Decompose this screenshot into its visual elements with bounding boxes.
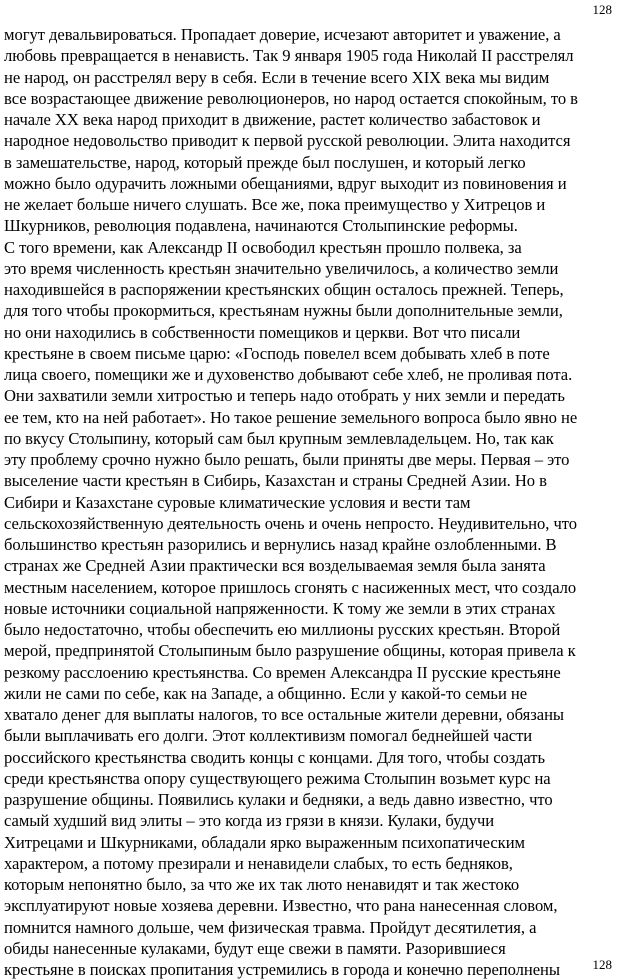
text-line: не желает больше ничего слушать. Все же, пока преимущество у Хитрецов и [4,195,546,214]
text-line: странах же Средней Азии практически вся возделываемая земля была занята [4,556,546,576]
text-line: хватало денег для выплаты налогов, то все остальные жители деревни, обязаны [4,705,564,724]
text-line: Сибири и Казахстане суровые климатические условия и вести там [4,492,471,512]
text-line: мерой, предпринятой Столыпиным было разрушение общины, которая привела к [4,641,576,661]
text-line: Хитрецами и Шкурниками, обладали ярко выраженным психопатическим [4,832,525,852]
text-line: ее тем, кто на ней работает». Но такое решение земельного вопроса было явно не [4,407,578,427]
text-line: сельскохозяйственную деятельность очень и очень непросто. Неудивительно, что [4,513,577,533]
text-line: не народ, он расстрелял веру в себя. Если в течение всего XIX века мы видим [4,67,550,87]
text-line: Они захватили земли хитростью и теперь надо отобрать у них земли и передать [4,386,565,406]
text-line: в замешательстве, народ, который прежде был послушен, и который легко [4,152,526,172]
text-line: Шкурников, революция подавлена, начинаются Столыпинские реформы. [4,216,518,236]
text-line: большинство крестьян разорились и вернулись назад крайне озлобленными. В [4,535,557,554]
text-line: разрушение общины. Появились кулаки и бедняки, а ведь давно известно, что [4,790,553,809]
text-line: жили не сами по себе, как на Западе, а общинно. Если у какой-то семьи не [4,683,528,703]
text-line: эксплуатируют новые хозяева деревни. Известно, что рана нанесенная словом, [4,896,558,916]
text-line: для того чтобы прокормиться, крестьянам нужны были дополнительные земли, [4,301,563,321]
text-line: это время численность крестьян значительно увеличилось, а количество земли [4,258,559,278]
text-line: крестьяне в поисках пропитания устремились в города и конечно переполнены [4,960,560,979]
text-line: было недостаточно, чтобы обеспечить ею миллионы русских крестьян. Второй [4,620,561,639]
text-line: были выплачивать его долги. Этот коллективизм помогал беднейшей части [4,726,533,746]
text-line: российского крестьянства сводить концы с концами. Для того, чтобы создать [4,747,545,767]
text-line: С того времени, как Александр II освободил крестьян прошло полвека, за [4,237,522,257]
text-line: помнится намного дольше, чем физическая травма. Пройдут десятилетия, а [4,917,537,937]
page-number-top: 128 [592,2,612,17]
text-line: эту проблему срочно нужно было решать, были приняты две меры. Первая – это [4,450,570,469]
text-line: находившейся в распоряжении крестьянских общин осталось прежней. Теперь, [4,280,564,299]
text-line: крестьяне в своем письме царю: «Господь повелел всем добывать хлеб в поте [4,343,550,363]
text-line: характером, а потому презирали и ненавидели слабых, то есть бедняков, [4,853,513,873]
text-line: но они находились в собственности помещиков и церкви. Вот что писали [4,322,521,342]
text-line: резкому расслоению крестьянства. Со времен Александра II русские крестьяне [4,662,561,682]
text-line: выселение части крестьян в Сибирь, Казахстан и страны Средней Азии. Но в [4,471,547,491]
body-text [4,24,608,980]
text-line: новые источники социальной напряженности. К тому же земли в этих странах [4,598,556,618]
text-line: по вкусу Столыпину, который сам был крупным землевладельцем. Но, так как [4,428,554,448]
text-line: можно было одурачить ложными обещаниями, вдруг выходит из повиновения и [4,173,567,193]
text-line: которым непонятно было, за что же их так люто ненавидят и так жестоко [4,875,520,894]
text-line: все возрастающее движение революционеров, но народ остается спокойным, то в [4,88,578,108]
text-line: начале XX века народ приходит в движение, растет количество забастовок и [4,110,541,129]
page-number-bottom: 128 [592,957,612,972]
text-line: обиды нанесенные кулаками, будут еще свежи в памяти. Разорившиеся [4,938,506,958]
text-line: народное недовольство приводит к первой русской революции. Элита находится [4,131,571,151]
text-line: среди крестьянства опору существующего режима Столыпин возьмет курс на [4,768,551,788]
text-line: любовь превращается в ненависть. Так 9 января 1905 года Николай II расстрелял [4,46,574,66]
text-line: местным населением, которое пришлось сгонять с насиженных мест, что создало [4,577,577,597]
text-line: могут девальвироваться. Пропадает доверие, исчезают авторитет и уважение, а [4,25,561,44]
text-line: лица своего, помещики же и духовенство добывают себе хлеб, не проливая пота. [4,365,573,384]
text-line: самый худший вид элиты – это когда из грязи в князи. Кулаки, будучи [4,811,495,831]
